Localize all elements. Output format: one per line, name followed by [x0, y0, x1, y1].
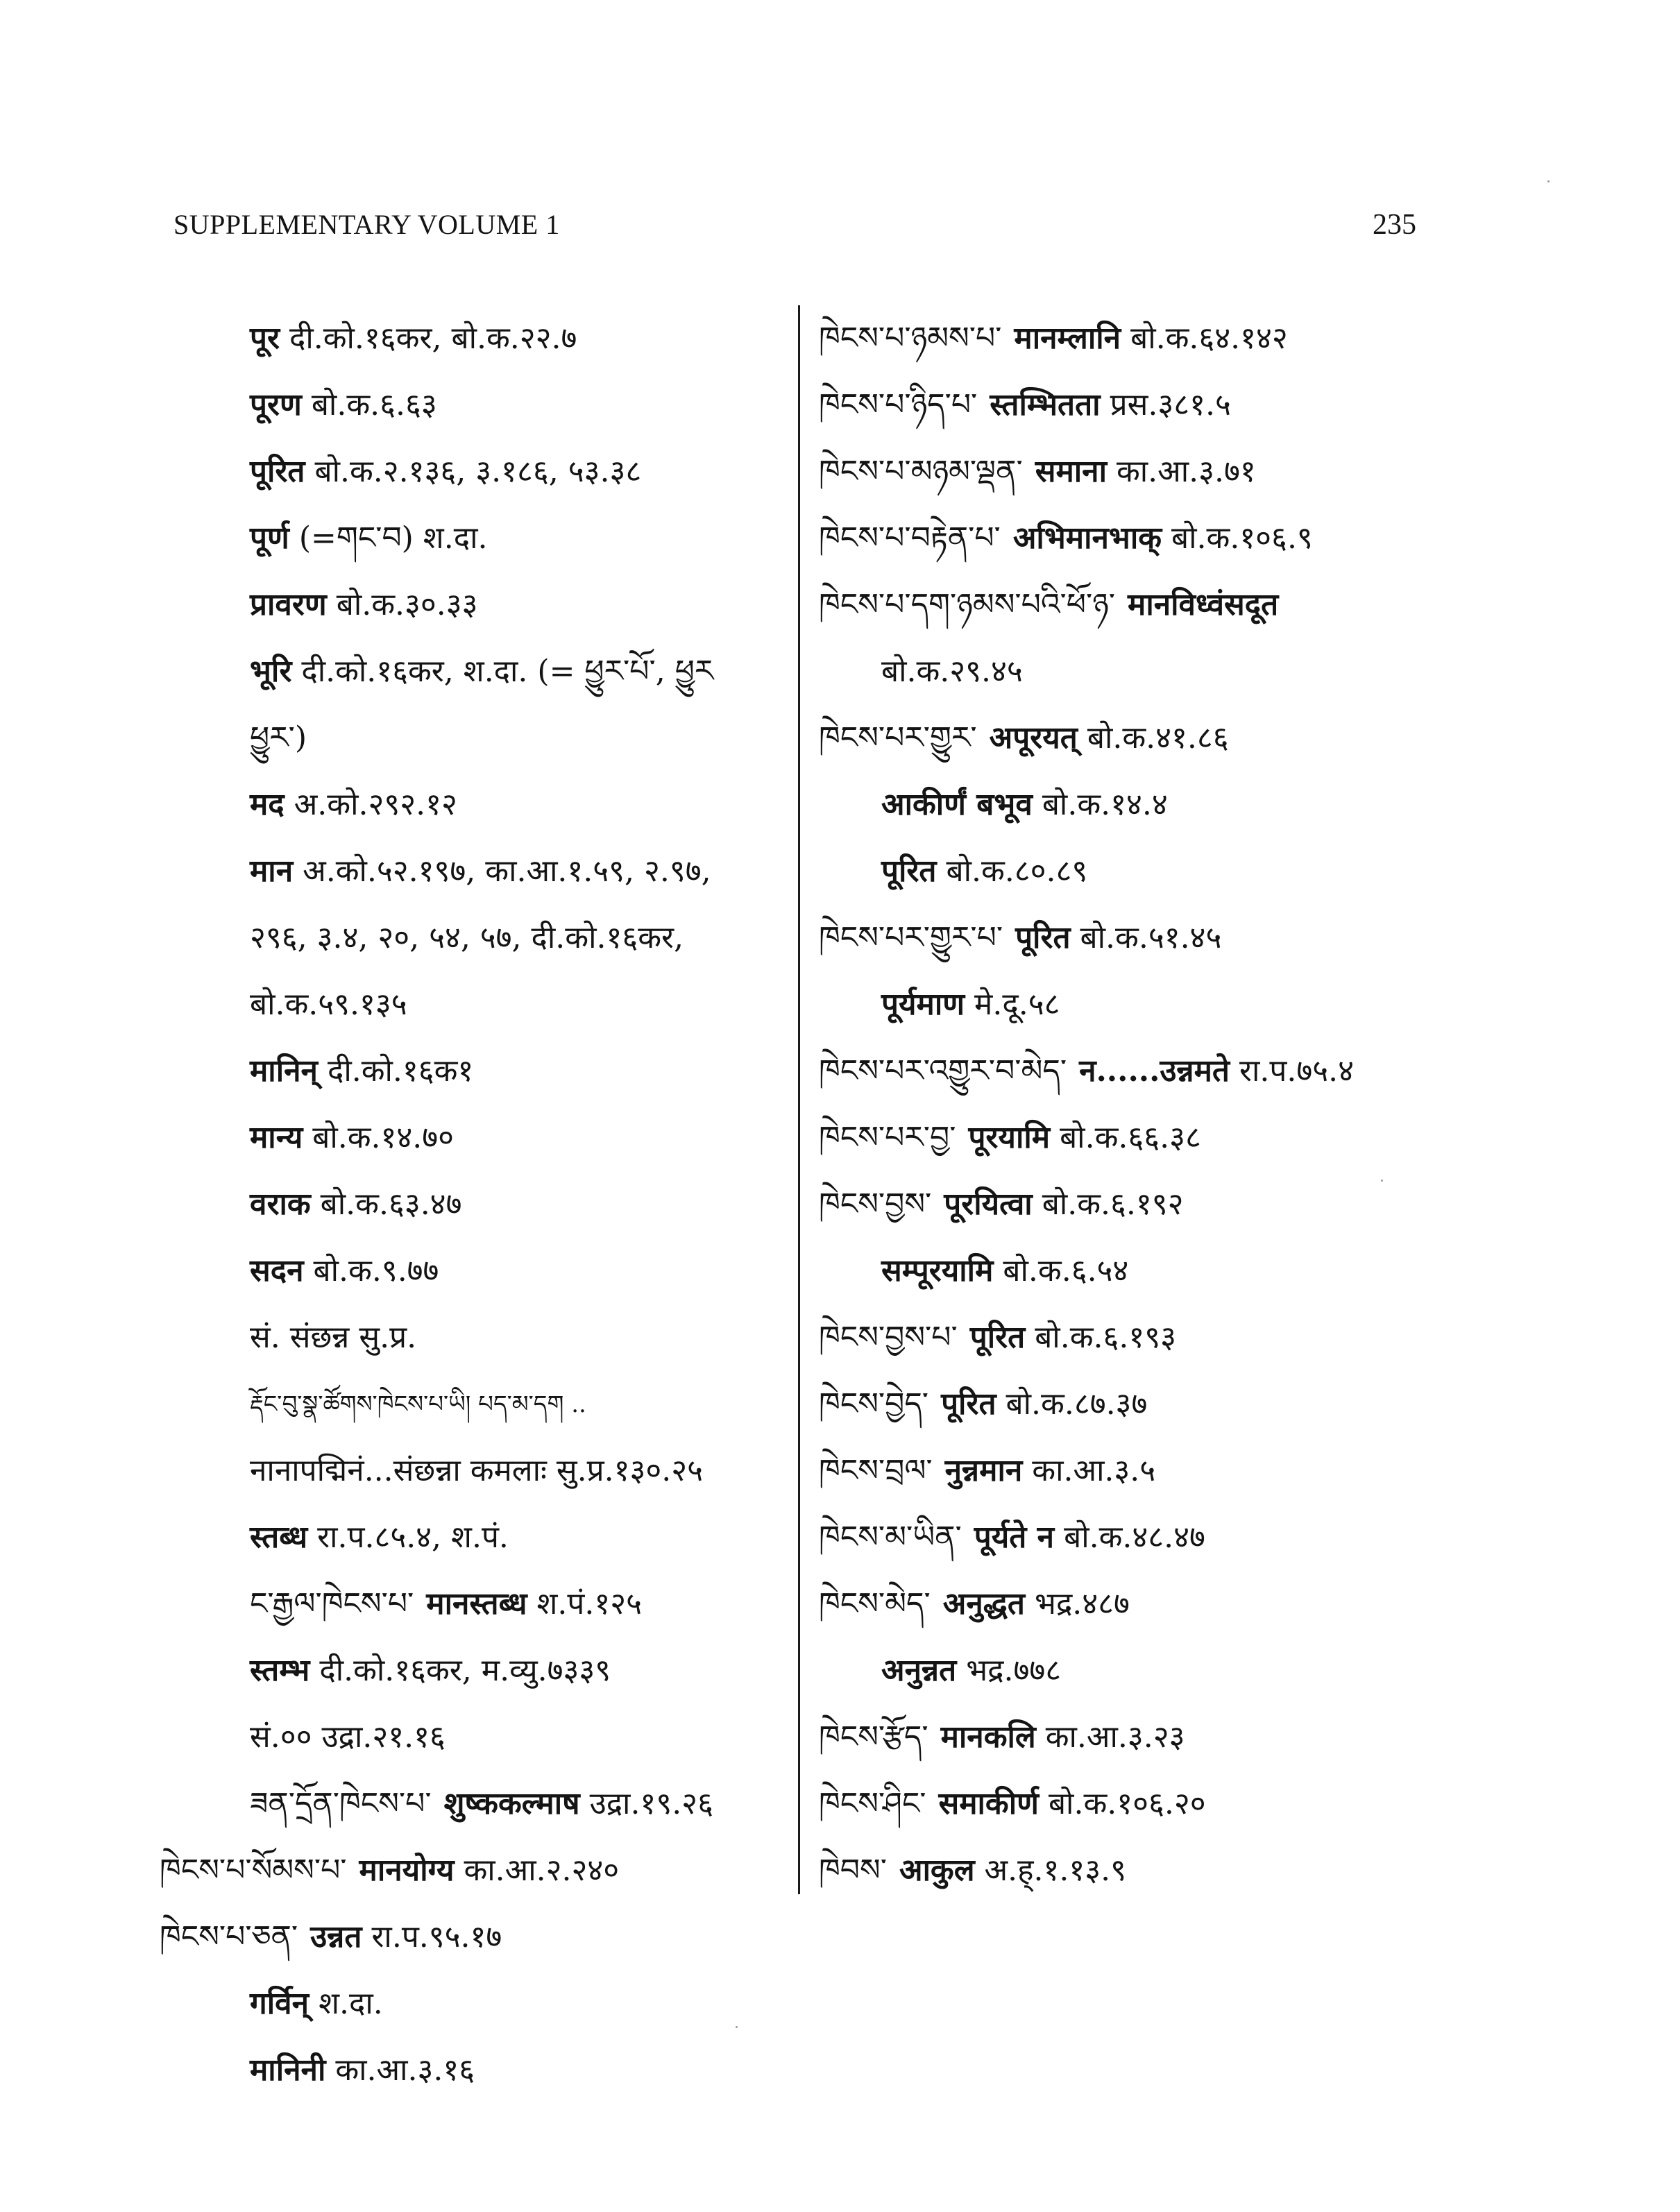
dictionary-entry [187, 372, 798, 439]
source-reference: ཕྱུར་) [250, 720, 307, 756]
sanskrit-equivalent: पूरित [941, 1386, 996, 1422]
source-reference: बो.क.१०६.२० [1048, 1786, 1206, 1821]
source-reference: बो.क.६३.४७ [320, 1186, 462, 1222]
sanskrit-equivalent: अनुन्नत [881, 1653, 957, 1688]
sanskrit-equivalent: मानस्तब्ध [426, 1586, 527, 1622]
source-reference: बो.क.१४.४ [1042, 787, 1168, 822]
dictionary-entry [819, 1304, 1457, 1371]
scan-speck [1381, 1180, 1383, 1182]
sanskrit-equivalent: पूरित [881, 853, 937, 889]
dictionary-entry [187, 905, 798, 971]
right-column [819, 305, 1457, 1904]
dictionary-entry [187, 1371, 798, 1438]
dictionary-entry [819, 1704, 1457, 1771]
sanskrit-equivalent: पूरित [969, 1320, 1026, 1355]
dictionary-entry [819, 638, 1457, 705]
sanskrit-equivalent: भूरि [250, 654, 292, 689]
sanskrit-equivalent: सदन [250, 1253, 304, 1288]
sanskrit-equivalent: आकुल [899, 1853, 975, 1888]
tibetan-headword: ཁེངས་བྲལ་ [819, 1453, 933, 1488]
tibetan-headword: ཁེངས་མེད་ [819, 1586, 931, 1622]
source-reference: बो.क.१०६.९ [1171, 520, 1313, 556]
source-reference: प्रस.३८१.५ [1110, 387, 1231, 423]
source-reference: अ.को.२९२.१२ [294, 787, 457, 822]
dictionary-entry [819, 372, 1457, 439]
tibetan-headword: ཁེངས་པ་དག་ཉམས་པའི་ཕོ་ཉ་ [819, 587, 1116, 622]
sanskrit-equivalent: अपूरयत् [989, 720, 1078, 756]
sanskrit-equivalent: स्तम्भ [250, 1653, 310, 1688]
sanskrit-equivalent: उन्नत [310, 1919, 362, 1955]
sanskrit-equivalent: अभिमानभाक् [1012, 520, 1162, 556]
sanskrit-equivalent: सम्पूरयामि [881, 1253, 994, 1288]
dictionary-entry [819, 1371, 1457, 1438]
sanskrit-equivalent: पूर [250, 321, 280, 356]
dictionary-entry [187, 1704, 798, 1771]
source-reference: རྡོང་བུ་སྣ་ཚོགས་ཁེངས་པ་ཡི། པད་མ་དག .. [250, 1390, 586, 1418]
source-reference: बो.क.६.५४ [1003, 1253, 1129, 1288]
dictionary-entry [819, 905, 1457, 971]
tibetan-headword: ཁེབས་ [819, 1853, 887, 1888]
sanskrit-equivalent: मान्य [250, 1120, 303, 1155]
sanskrit-equivalent: पूरयामि [968, 1120, 1051, 1155]
source-reference: का.आ.३.२३ [1045, 1719, 1185, 1755]
dictionary-entry [819, 572, 1457, 638]
tibetan-headword: ཁེངས་བྱེད་ [819, 1386, 929, 1422]
sanskrit-equivalent: मानविध्वंसदूत [1128, 587, 1279, 622]
dictionary-entry [187, 1971, 798, 2037]
dictionary-entry [819, 1438, 1457, 1504]
source-reference: बो.क.४१.८६ [1087, 720, 1229, 756]
tibetan-headword: ཁེངས་བྱས་པ་ [819, 1320, 958, 1355]
source-reference: अ.ह्.१.१३.९ [984, 1853, 1126, 1888]
dictionary-entry [187, 2037, 798, 2104]
page-number: 235 [1373, 209, 1416, 241]
source-reference: का.आ.३.५ [1032, 1453, 1156, 1488]
source-reference: दी.को.१६कर, बो.क.२२.७ [289, 321, 577, 356]
dictionary-entry [819, 705, 1457, 772]
sanskrit-equivalent: स्तब्ध [250, 1520, 308, 1555]
tibetan-headword: ཁེངས་པ་སོམས་པ་ [160, 1853, 347, 1888]
dictionary-entry [187, 1304, 798, 1371]
source-reference: बो.क.६.६३ [311, 387, 437, 423]
source-reference: बो.क.६.१९३ [1035, 1320, 1176, 1355]
source-reference: अ.को.५२.१९७, का.आ.१.५९, २.९७, [303, 853, 711, 889]
sanskrit-equivalent: मानम्लानि [1014, 321, 1121, 356]
dictionary-entry [819, 1837, 1457, 1904]
source-reference: श.दा. [319, 1986, 383, 2021]
scan-speck [1547, 180, 1550, 182]
source-reference: बो.क.५१.४५ [1080, 920, 1222, 955]
sanskrit-equivalent: नुन्नमान [944, 1453, 1023, 1488]
dictionary-entry [819, 1038, 1457, 1105]
source-reference: श.पं.१२५ [536, 1586, 643, 1622]
tibetan-headword: ཁེངས་པ་མཉམ་ལྡན་ [819, 454, 1023, 489]
dictionary-entry [819, 1105, 1457, 1171]
dictionary-entry [187, 1038, 798, 1105]
sanskrit-equivalent: आकीर्णं बभूव [881, 787, 1033, 822]
dictionary-entry [819, 838, 1457, 905]
sanskrit-equivalent: पूरित [250, 454, 305, 489]
tibetan-headword: ཁེངས་མ་ཡིན་ [819, 1520, 962, 1555]
column-divider [798, 305, 800, 1894]
tibetan-headword: ཁེངས་པར་འགྱུར་བ་མེད་ [819, 1053, 1067, 1089]
sanskrit-equivalent: समाकीर्ण [938, 1786, 1039, 1821]
page-header [173, 208, 1416, 250]
source-reference: २९६, ३.४, २०, ५४, ५७, दी.को.१६कर, [250, 920, 684, 955]
sanskrit-equivalent: मान [250, 853, 294, 889]
dictionary-entry [187, 1105, 798, 1171]
dictionary-entry [819, 1171, 1457, 1238]
sanskrit-equivalent: पूरित [1015, 920, 1071, 955]
sanskrit-equivalent: न......उन्नमते [1079, 1053, 1230, 1089]
dictionary-entry [187, 505, 798, 572]
dictionary-entry [819, 505, 1457, 572]
sanskrit-equivalent: अनुद्धत [942, 1586, 1026, 1622]
sanskrit-equivalent: शुष्ककल्माष [443, 1786, 580, 1821]
dictionary-entry [187, 1771, 798, 1837]
tibetan-headword: ཁེངས་རྩོད་ [819, 1719, 928, 1755]
source-reference: बो.क.८०.८९ [946, 853, 1088, 889]
source-reference: बो.क.३०.३३ [336, 587, 478, 622]
source-reference: सं.०० उद्रा.२१.१६ [250, 1719, 446, 1755]
sanskrit-equivalent: प्रावरण [250, 587, 327, 622]
source-reference: रा.प.८५.४, श.पं. [317, 1520, 509, 1555]
source-reference: बो.क.२९.४५ [881, 654, 1023, 689]
dictionary-entry [819, 1238, 1457, 1304]
source-reference: बो.क.६.१९२ [1042, 1186, 1184, 1222]
sanskrit-equivalent: मानिन् [250, 1053, 318, 1089]
source-reference: सं. संछन्न सु.प्र. [250, 1320, 417, 1355]
source-reference: (=གང་བ) श.दा. [298, 520, 488, 556]
dictionary-entry [187, 1438, 798, 1504]
dictionary-entry [819, 971, 1457, 1038]
tibetan-headword: ཁེངས་པར་གྱུར་ [819, 720, 977, 756]
sanskrit-equivalent: मानकलि [940, 1719, 1036, 1755]
tibetan-headword: ཁེངས་པར་གྱུར་པ་ [819, 920, 1003, 955]
source-reference: बो.क.४८.४७ [1064, 1520, 1205, 1555]
running-head: SUPPLEMENTARY VOLUME 1 [173, 209, 560, 240]
dictionary-entry [187, 838, 798, 905]
sanskrit-equivalent: पूरण [250, 387, 302, 423]
tibetan-headword: ཁེངས་པ་ཉམས་པ་ [819, 321, 1002, 356]
dictionary-entry [187, 1571, 798, 1637]
sanskrit-equivalent: वराक [250, 1186, 311, 1222]
sanskrit-equivalent: मानिनी [250, 2052, 326, 2088]
dictionary-entry [187, 305, 798, 372]
dictionary-entry [187, 1637, 798, 1704]
sanskrit-equivalent: मद [250, 787, 285, 822]
source-reference: मे.दू.५८ [974, 987, 1060, 1022]
source-reference: उद्रा.१९.२६ [589, 1786, 713, 1821]
dictionary-entry [819, 1771, 1457, 1837]
dictionary-entry [160, 1904, 798, 1971]
sanskrit-equivalent: पूर्ण [250, 520, 289, 556]
dictionary-entry [160, 1837, 798, 1904]
dictionary-entry [819, 1637, 1457, 1704]
dictionary-entry [187, 1238, 798, 1304]
dictionary-entry [819, 772, 1457, 838]
dictionary-entry [187, 1504, 798, 1571]
source-reference: भद्र.४८७ [1035, 1586, 1130, 1622]
scan-speck [736, 2026, 738, 2028]
sanskrit-equivalent: गर्विन् [250, 1986, 309, 2021]
source-reference: रा.प.७५.४ [1239, 1053, 1354, 1089]
sanskrit-equivalent: पूरयित्वा [944, 1186, 1033, 1222]
tibetan-headword: ཟན་དྲོན་ཁེངས་པ་ [250, 1786, 432, 1821]
source-reference: बो.क.८७.३७ [1006, 1386, 1148, 1422]
tibetan-headword: ང་རྒྱལ་ཁེངས་པ་ [250, 1586, 414, 1622]
source-reference: नानापद्मिनं...संछन्ना कमलाः सु.प्र.१३०.२५ [250, 1453, 704, 1488]
dictionary-entry [819, 439, 1457, 505]
source-reference: का.आ.३.७१ [1116, 454, 1256, 489]
dictionary-entry [187, 705, 798, 772]
source-reference: दी.को.१६क१ [327, 1053, 474, 1089]
dictionary-entry [819, 1571, 1457, 1637]
sanskrit-equivalent: समाना [1035, 454, 1107, 489]
sanskrit-equivalent: मानयोग्य [359, 1853, 455, 1888]
tibetan-headword: ཁེངས་ཤིང་ [819, 1786, 926, 1821]
tibetan-headword: ཁེངས་བྱས་ [819, 1186, 932, 1222]
source-reference: भद्र.७७८ [966, 1653, 1062, 1688]
source-reference: बो.क.२.१३६, ३.१८६, ५३.३८ [314, 454, 642, 489]
tibetan-headword: ཁེངས་པར་བྱ་ [819, 1120, 956, 1155]
dictionary-entry [187, 439, 798, 505]
source-reference: बो.क.९.७७ [313, 1253, 439, 1288]
source-reference: बो.क.५९.१३५ [250, 987, 407, 1022]
sanskrit-equivalent: पूर्यते न [974, 1520, 1055, 1555]
tibetan-headword: ཁེངས་པ་ཉིད་པ་ [819, 387, 978, 423]
dictionary-entry [187, 572, 798, 638]
source-reference: रा.प.९५.१७ [371, 1919, 502, 1955]
sanskrit-equivalent: स्तम्भितता [990, 387, 1101, 423]
dictionary-entry [187, 1171, 798, 1238]
source-reference: का.आ.३.१६ [335, 2052, 475, 2088]
dictionary-entry [819, 1504, 1457, 1571]
sanskrit-equivalent: पूर्यमाण [881, 987, 965, 1022]
source-reference: दी.को.१६कर, श.दा. (= ཕྱུར་པོ་, ཕྱུར [301, 654, 714, 689]
source-reference: बो.क.६६.३८ [1060, 1120, 1201, 1155]
dictionary-entry [187, 772, 798, 838]
source-reference: का.आ.२.२४० [464, 1853, 620, 1888]
source-reference: दी.को.१६कर, म.व्यु.७३३९ [319, 1653, 611, 1688]
tibetan-headword: ཁེངས་པ་ཅན་ [160, 1919, 298, 1955]
source-reference: बो.क.६४.१४२ [1130, 321, 1288, 356]
dictionary-entry [819, 305, 1457, 372]
left-column [160, 305, 798, 2104]
tibetan-headword: ཁེངས་པ་བརྟེན་པ་ [819, 520, 1001, 556]
dictionary-entry [187, 638, 798, 705]
source-reference: बो.क.१४.७० [312, 1120, 455, 1155]
dictionary-entry [187, 971, 798, 1038]
